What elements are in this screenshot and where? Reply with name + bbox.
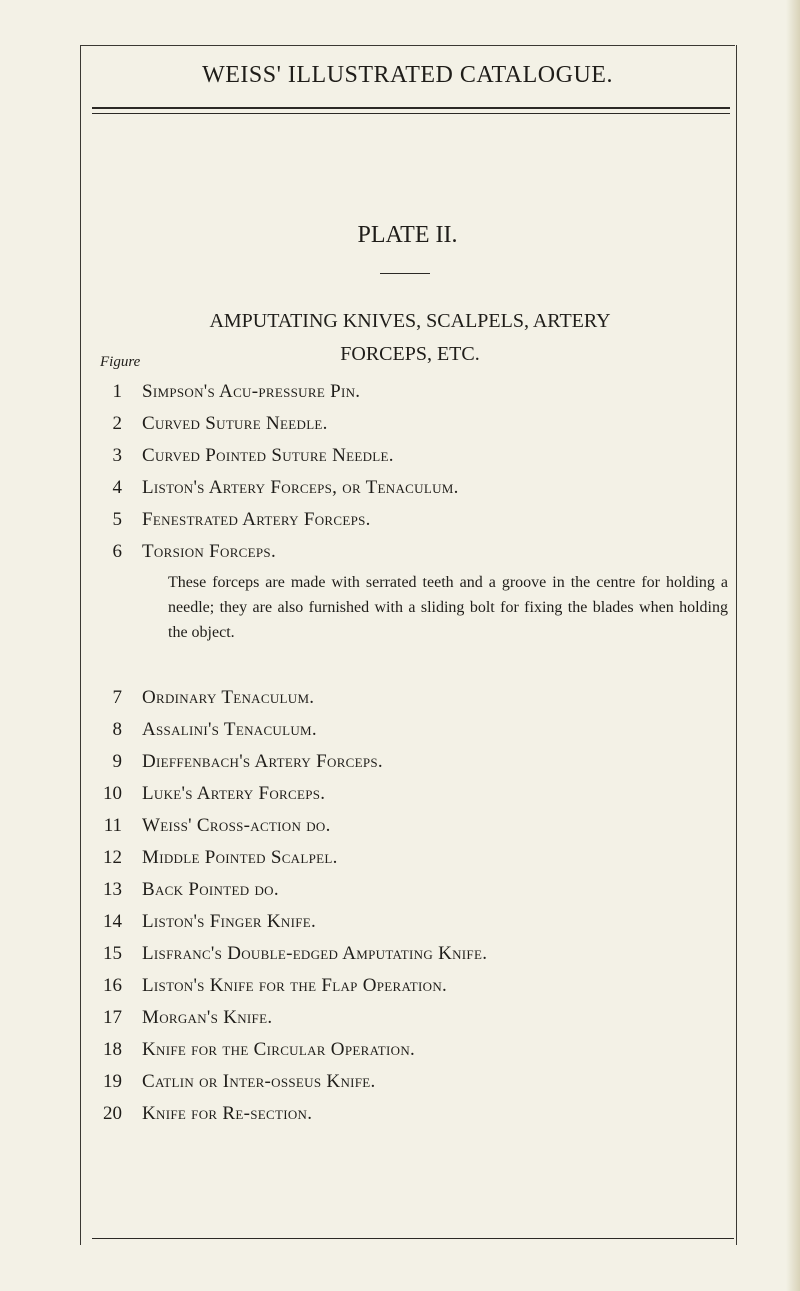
instrument-name: Knife for the Circular Operation. bbox=[142, 1039, 416, 1060]
list-item bbox=[90, 536, 730, 568]
instrument-name: Dieffenbach's Artery Forceps. bbox=[142, 751, 383, 772]
list-item bbox=[90, 376, 730, 408]
instrument-name: Luke's Artery Forceps. bbox=[142, 783, 326, 804]
figure-list bbox=[90, 376, 730, 1130]
figure-number: 15 bbox=[103, 943, 122, 964]
instrument-name: Morgan's Knife. bbox=[142, 1007, 273, 1028]
instrument-name: Torsion Forceps. bbox=[142, 541, 276, 562]
header-rule bbox=[92, 107, 730, 109]
page-edge-shadow bbox=[786, 0, 800, 1291]
figure-number: 18 bbox=[103, 1039, 122, 1060]
instrument-name: Ordinary Tenaculum. bbox=[142, 687, 315, 708]
figure-number: 14 bbox=[103, 911, 122, 932]
section-heading bbox=[130, 305, 690, 371]
list-item bbox=[90, 810, 730, 842]
figure-number: 20 bbox=[103, 1103, 122, 1124]
list-item bbox=[90, 1098, 730, 1130]
figure-number: 9 bbox=[112, 751, 122, 772]
list-item bbox=[90, 938, 730, 970]
list-item bbox=[90, 1066, 730, 1098]
figure-number: 3 bbox=[112, 445, 122, 466]
title-divider bbox=[380, 273, 430, 274]
figure-number: 19 bbox=[103, 1071, 122, 1092]
instrument-name: Back Pointed do. bbox=[142, 879, 279, 900]
figure-number: 12 bbox=[103, 847, 122, 868]
instrument-name: Liston's Artery Forceps, or Tenaculum. bbox=[142, 477, 459, 498]
figure-number: 17 bbox=[103, 1007, 122, 1028]
instrument-name: Lisfranc's Double-edged Amputating Knife. bbox=[142, 943, 488, 964]
bottom-rule bbox=[92, 1238, 734, 1239]
running-header: WEISS' ILLUSTRATED CATALOGUE. bbox=[202, 62, 613, 88]
plate-title: PLATE II. bbox=[357, 222, 458, 248]
torsion-forceps-note: These forceps are made with serrated teeth and a groove in the centre for holding a needle; they are also furnished with a sliding bolt for fixing the blades when holding the object. bbox=[168, 574, 728, 641]
list-item bbox=[90, 778, 730, 810]
figure-number: 5 bbox=[112, 509, 122, 530]
instrument-name: Assalini's Tenaculum. bbox=[142, 719, 317, 740]
figure-number: 4 bbox=[112, 477, 122, 498]
section-heading-line-2: FORCEPS, ETC. bbox=[340, 343, 480, 365]
section-heading-line-1: AMPUTATING KNIVES, SCALPELS, ARTERY bbox=[209, 310, 611, 332]
instrument-name: Catlin or Inter-osseus Knife. bbox=[142, 1071, 376, 1092]
instrument-name: Weiss' Cross-action do. bbox=[142, 815, 331, 836]
figure-number: 1 bbox=[112, 381, 122, 402]
header-rule-thin bbox=[92, 113, 730, 114]
instrument-name: Liston's Finger Knife. bbox=[142, 911, 317, 932]
instrument-name: Fenestrated Artery Forceps. bbox=[142, 509, 371, 530]
figure-number: 11 bbox=[103, 815, 122, 836]
figure-number: 16 bbox=[103, 975, 122, 996]
list-item bbox=[90, 842, 730, 874]
instrument-name: Middle Pointed Scalpel. bbox=[142, 847, 338, 868]
figure-number: 7 bbox=[112, 687, 122, 708]
list-item bbox=[90, 1034, 730, 1066]
instrument-name: Liston's Knife for the Flap Operation. bbox=[142, 975, 448, 996]
figure-number: 2 bbox=[112, 413, 122, 434]
figure-column-label: Figure bbox=[100, 354, 141, 370]
list-item bbox=[90, 682, 730, 714]
instrument-name: Simpson's Acu-pressure Pin. bbox=[142, 381, 361, 402]
list-item bbox=[90, 472, 730, 504]
instrument-name: Knife for Re-section. bbox=[142, 1103, 313, 1124]
list-item bbox=[90, 906, 730, 938]
list-item bbox=[90, 746, 730, 778]
figure-number: 10 bbox=[103, 783, 122, 804]
figure-number: 13 bbox=[103, 879, 122, 900]
list-item bbox=[90, 970, 730, 1002]
list-item bbox=[90, 504, 730, 536]
list-item bbox=[90, 1002, 730, 1034]
figure-number: 8 bbox=[112, 719, 122, 740]
instrument-name: Curved Pointed Suture Needle. bbox=[142, 445, 394, 466]
instrument-name: Curved Suture Needle. bbox=[142, 413, 328, 434]
list-item bbox=[90, 714, 730, 746]
list-item bbox=[90, 408, 730, 440]
list-item bbox=[90, 874, 730, 906]
figure-number: 6 bbox=[112, 541, 122, 562]
list-item bbox=[90, 440, 730, 472]
